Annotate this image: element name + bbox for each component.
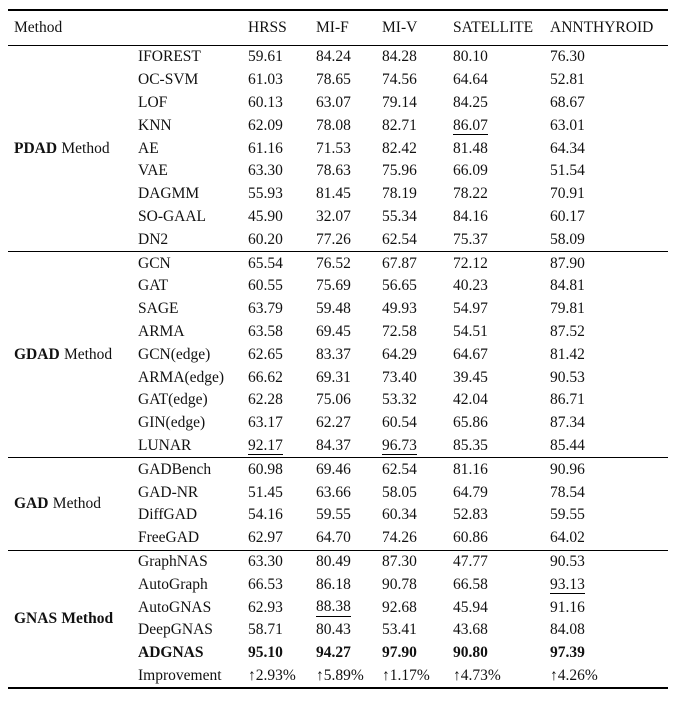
metric-value: 32.07 [316, 207, 351, 225]
table-row [138, 458, 668, 481]
table-row [138, 252, 668, 275]
method-name: GCN [138, 254, 171, 272]
header-mi-f: MI-F [316, 19, 349, 36]
metric-value: 90.53 [550, 368, 585, 386]
metric-value: 71.53 [316, 139, 351, 157]
metric-value: 95.10 [248, 644, 283, 662]
metric-value: 84.24 [316, 48, 351, 66]
group-rows [138, 46, 668, 251]
method-group-gdad [8, 251, 668, 457]
table-groups [8, 46, 668, 687]
metric-value: 45.90 [248, 207, 283, 225]
group-rows [138, 458, 668, 549]
metric-value: 81.45 [316, 185, 351, 203]
metric-value: 59.55 [550, 506, 585, 524]
group-label [8, 140, 138, 158]
table-row [138, 527, 668, 550]
metric-value: 87.30 [382, 552, 417, 570]
metric-value: 81.48 [453, 139, 488, 157]
metric-value: 54.97 [453, 300, 488, 318]
metric-value: 63.01 [550, 116, 585, 134]
metric-value: 52.81 [550, 71, 585, 89]
metric-value: 78.63 [316, 162, 351, 180]
metric-value: 45.94 [453, 598, 488, 616]
metric-value: 65.54 [248, 254, 283, 272]
group-label-acronym: GAD [14, 494, 49, 512]
metric-value: 67.87 [382, 254, 417, 272]
metric-value: 63.30 [248, 162, 283, 180]
table-row [138, 343, 668, 366]
metric-value: 62.65 [248, 345, 283, 363]
metric-value: 54.16 [248, 506, 283, 524]
metric-value: 49.93 [382, 300, 417, 318]
metric-value: 54.51 [453, 322, 488, 340]
metric-value: 58.71 [248, 621, 283, 639]
header-mi-v: MI-V [382, 19, 418, 36]
metric-value: 86.18 [316, 575, 351, 593]
metric-value: 78.08 [316, 116, 351, 134]
method-name: GAT [138, 277, 169, 295]
table-row [138, 551, 668, 574]
metric-value: 74.56 [382, 71, 417, 89]
group-label-suffix: Method [52, 494, 101, 512]
metric-value: 84.25 [453, 93, 488, 111]
metric-value: ↑4.73% [453, 666, 501, 684]
metric-value: 69.31 [316, 368, 351, 386]
group-label [8, 610, 138, 628]
method-name: DiffGAD [138, 506, 198, 524]
metric-value: 53.41 [382, 621, 417, 639]
metric-value: 72.58 [382, 322, 417, 340]
metric-value: ↑5.89% [316, 666, 364, 684]
metric-value: 55.93 [248, 185, 283, 203]
method-name: ARMA [138, 322, 185, 340]
metric-value: 70.91 [550, 185, 585, 203]
method-group-pdad [8, 46, 668, 251]
metric-value: 87.34 [550, 414, 585, 432]
group-label-acronym: PDAD [14, 139, 58, 157]
group-label-suffix: Method [63, 345, 113, 363]
metric-value: 65.86 [453, 414, 488, 432]
metric-value: 77.26 [316, 230, 351, 248]
metric-value: 74.26 [382, 529, 417, 547]
metric-value: 72.12 [453, 254, 488, 272]
table-row [138, 642, 668, 665]
metric-value: 63.58 [248, 322, 283, 340]
header-satellite: SATELLITE [453, 19, 534, 36]
method-name: KNN [138, 116, 172, 134]
table-row [138, 504, 668, 527]
group-label [8, 346, 138, 364]
metric-value: 80.43 [316, 621, 351, 639]
metric-value: 60.17 [550, 207, 585, 225]
metric-value: 78.22 [453, 185, 488, 203]
metric-value: 66.62 [248, 368, 283, 386]
metric-value: 85.44 [550, 436, 585, 454]
metric-value: 84.37 [316, 436, 351, 454]
metric-value: 64.70 [316, 529, 351, 547]
metric-value: ↑4.26% [550, 666, 598, 684]
metric-value: 63.17 [248, 414, 283, 432]
metric-value: 97.39 [550, 644, 585, 662]
table-row [138, 389, 668, 412]
metric-value: 90.80 [453, 644, 488, 662]
metric-value: 47.77 [453, 552, 488, 570]
table-row [138, 573, 668, 596]
method-name: ARMA(edge) [138, 368, 225, 386]
metric-value: 60.86 [453, 529, 488, 547]
group-label-acronym: GDAD [14, 345, 60, 363]
metric-value: 84.28 [382, 48, 417, 66]
metric-value: ↑1.17% [382, 666, 430, 684]
table-row [138, 69, 668, 92]
metric-value: 81.16 [453, 460, 488, 478]
method-name: AutoGNAS [138, 598, 212, 616]
metric-value: 64.34 [550, 139, 585, 157]
metric-value: 68.67 [550, 93, 585, 111]
metric-value: 58.09 [550, 230, 585, 248]
metric-value: 59.48 [316, 300, 351, 318]
method-name: LUNAR [138, 436, 192, 454]
metric-value: 82.71 [382, 116, 417, 134]
metric-value: 82.42 [382, 139, 417, 157]
metric-value: 62.97 [248, 529, 283, 547]
group-rows [138, 551, 668, 688]
method-name: GraphNAS [138, 552, 208, 570]
method-group-gad [8, 457, 668, 549]
metric-value: 62.54 [382, 230, 417, 248]
metric-value: 60.98 [248, 460, 283, 478]
method-name: Improvement [138, 666, 222, 684]
metric-value: 66.09 [453, 162, 488, 180]
method-name: DN2 [138, 230, 169, 248]
metric-value: 96.73 [382, 436, 417, 454]
metric-value: 63.79 [248, 300, 283, 318]
method-name: DAGMM [138, 185, 200, 203]
method-name: AutoGraph [138, 575, 208, 593]
method-name: GIN(edge) [138, 414, 206, 432]
metric-value: 63.07 [316, 93, 351, 111]
metric-value: 62.93 [248, 598, 283, 616]
metric-value: 59.55 [316, 506, 351, 524]
metric-value: 62.28 [248, 391, 283, 409]
metric-value: 42.04 [453, 391, 488, 409]
metric-value: 81.42 [550, 345, 585, 363]
metric-value: 66.58 [453, 575, 488, 593]
metric-value: 84.81 [550, 277, 585, 295]
metric-value: 52.83 [453, 506, 488, 524]
metric-value: 60.34 [382, 506, 417, 524]
metric-value: 79.81 [550, 300, 585, 318]
metric-value: 62.09 [248, 116, 283, 134]
metric-value: 43.68 [453, 621, 488, 639]
metric-value: 85.35 [453, 436, 488, 454]
metric-value: 56.65 [382, 277, 417, 295]
header-method: Method [14, 19, 63, 36]
metric-value: 80.49 [316, 552, 351, 570]
method-name: LOF [138, 93, 168, 111]
metric-value: 51.54 [550, 162, 585, 180]
metric-value: 39.45 [453, 368, 488, 386]
metric-value: 63.66 [316, 483, 351, 501]
method-name: GAD-NR [138, 483, 199, 501]
metric-value: 63.30 [248, 552, 283, 570]
method-group-gnas [8, 550, 668, 688]
header-hrss: HRSS [248, 19, 287, 36]
table-row [138, 665, 668, 688]
metric-value: 64.79 [453, 483, 488, 501]
metric-value: 64.29 [382, 345, 417, 363]
metric-value: 94.27 [316, 644, 351, 662]
group-label-acronym: GNAS [14, 609, 58, 627]
metric-value: 75.96 [382, 162, 417, 180]
metric-value: 75.69 [316, 277, 351, 295]
metric-value: 78.54 [550, 483, 585, 501]
group-rows [138, 252, 668, 457]
metric-value: 64.67 [453, 345, 488, 363]
metric-value: 75.06 [316, 391, 351, 409]
table-row [138, 275, 668, 298]
metric-value: 69.45 [316, 322, 351, 340]
method-name: ADGNAS [138, 644, 204, 662]
table-row [138, 228, 668, 251]
metric-value: 60.13 [248, 93, 283, 111]
table-row [138, 366, 668, 389]
method-name: DeepGNAS [138, 621, 213, 639]
header-annthyroid: ANNTHYROID [550, 19, 654, 36]
metric-value: 86.71 [550, 391, 585, 409]
method-name: SAGE [138, 300, 179, 318]
table-row [138, 481, 668, 504]
table-row [138, 92, 668, 115]
metric-value: 86.07 [453, 116, 488, 134]
method-name: AE [138, 139, 159, 157]
metric-value: 59.61 [248, 48, 283, 66]
table-row [138, 321, 668, 344]
metric-value: 78.65 [316, 71, 351, 89]
metric-value: 58.05 [382, 483, 417, 501]
metric-value: 64.02 [550, 529, 585, 547]
table-row [138, 298, 668, 321]
metric-value: 66.53 [248, 575, 283, 593]
metric-value: 84.08 [550, 621, 585, 639]
metric-value: 62.27 [316, 414, 351, 432]
group-label-suffix: Method [61, 139, 110, 157]
metric-value: 80.10 [453, 48, 488, 66]
metric-value: 60.20 [248, 230, 283, 248]
metric-value: 61.03 [248, 71, 283, 89]
metric-value: 87.52 [550, 322, 585, 340]
method-name: OC-SVM [138, 71, 199, 89]
table-row [138, 137, 668, 160]
metric-value: 97.90 [382, 644, 417, 662]
table-header-row [8, 11, 668, 46]
method-name: GAT(edge) [138, 391, 208, 409]
table-row [138, 206, 668, 229]
metric-value: 40.23 [453, 277, 488, 295]
metric-value: 69.46 [316, 460, 351, 478]
metric-value: 88.38 [316, 598, 351, 616]
metric-value: 73.40 [382, 368, 417, 386]
metric-value: 53.32 [382, 391, 417, 409]
method-name: GCN(edge) [138, 345, 211, 363]
group-label [8, 495, 138, 513]
metric-value: ↑2.93% [248, 666, 296, 684]
metric-value: 83.37 [316, 345, 351, 363]
metric-value: 62.54 [382, 460, 417, 478]
metric-value: 90.78 [382, 575, 417, 593]
metric-value: 84.16 [453, 207, 488, 225]
metric-value: 93.13 [550, 575, 585, 593]
metric-value: 91.16 [550, 598, 585, 616]
metric-value: 75.37 [453, 230, 488, 248]
metric-value: 87.90 [550, 254, 585, 272]
method-name: IFOREST [138, 48, 201, 66]
table-row [138, 160, 668, 183]
metric-value: 92.68 [382, 598, 417, 616]
metric-value: 92.17 [248, 436, 283, 454]
metric-value: 51.45 [248, 483, 283, 501]
metric-value: 90.53 [550, 552, 585, 570]
metric-value: 79.14 [382, 93, 417, 111]
table-row [138, 46, 668, 69]
metric-value: 90.96 [550, 460, 585, 478]
table-row [138, 183, 668, 206]
metric-value: 60.54 [382, 414, 417, 432]
table-row [138, 412, 668, 435]
group-label-suffix: Method [61, 609, 114, 627]
method-name: GADBench [138, 460, 212, 478]
table-row [138, 619, 668, 642]
table-row [138, 114, 668, 137]
table-row [138, 435, 668, 458]
metric-value: 78.19 [382, 185, 417, 203]
metric-value: 60.55 [248, 277, 283, 295]
metric-value: 76.30 [550, 48, 585, 66]
metric-value: 76.52 [316, 254, 351, 272]
table-row [138, 596, 668, 619]
method-name: VAE [138, 162, 168, 180]
metric-value: 64.64 [453, 71, 488, 89]
method-name: SO-GAAL [138, 207, 207, 225]
method-name: FreeGAD [138, 529, 200, 547]
metric-value: 55.34 [382, 207, 417, 225]
metric-value: 61.16 [248, 139, 283, 157]
benchmark-results-table [8, 9, 668, 689]
